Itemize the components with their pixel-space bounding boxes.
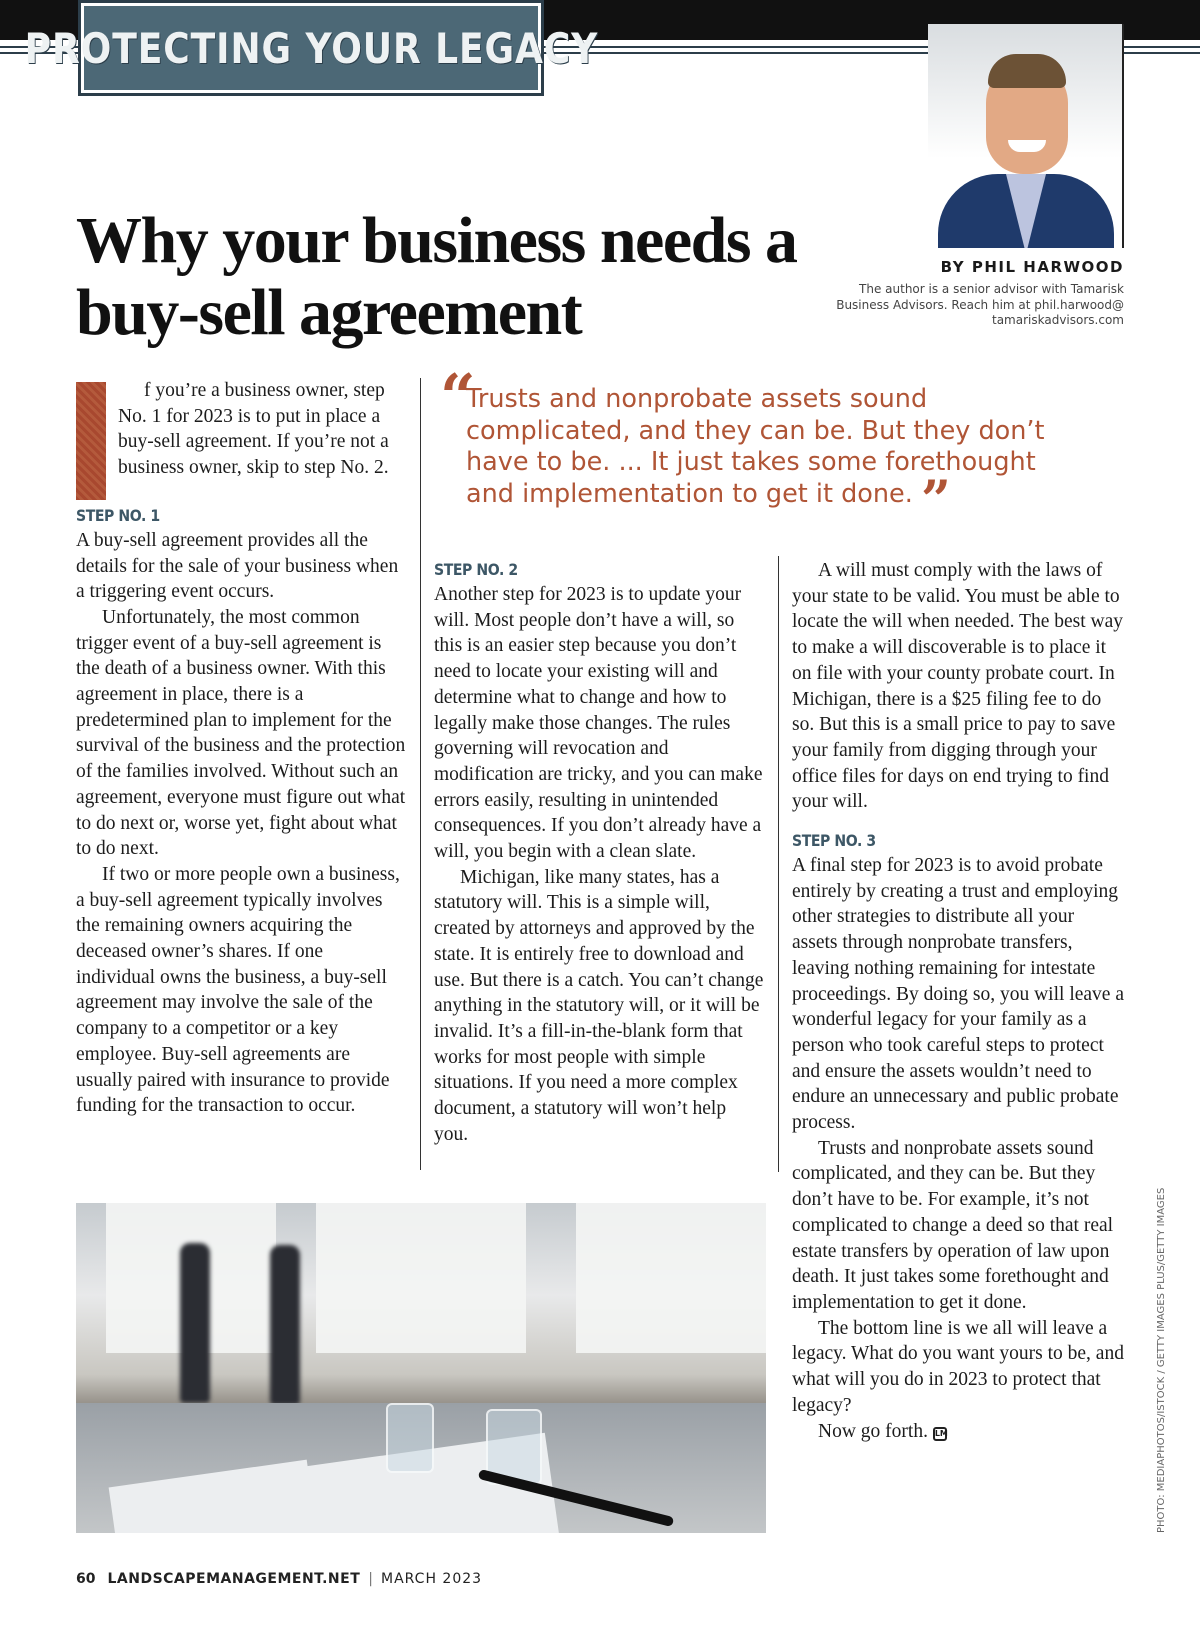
step-1-paragraph: A buy-sell agreement provides all the details for the sale of your business when a triggering event occurs. [76, 529, 399, 603]
page-number: 60 [76, 1571, 96, 1587]
step-2-paragraph: Another step for 2023 is to update your will. Most people don’t have a will, so this is an easier step because you don’t need to locate your existing will and determine what to change and how to legally make those changes. The rules governing will revocation and modification are tricky, and you can make errors easily, resulting in unintended consequences. If you don’t already have a will, you begin with a clean slate. [434, 584, 763, 863]
close-quote-mark: ” [920, 469, 951, 531]
pull-quote [434, 384, 1084, 531]
step-3-paragraph: The bottom line is we all will leave a legacy. What do you want yours to be, and what will you do in 2023 to protect that legacy? [792, 1317, 1124, 1416]
pull-quote-text: Trusts and nonprobate assets sound complicated, and they can be. But they don’t have to be. ... It just takes some forethought and implementation to get it done. [466, 384, 1045, 509]
end-mark-icon: LM [933, 1427, 947, 1441]
column-2 [434, 558, 764, 1147]
column-3 [792, 558, 1124, 1444]
author-bio: The author is a senior advisor with Tamarisk Business Advisors. Reach him at phil.harwood@ tamariskadvisors.com [836, 282, 1124, 327]
page-footer [76, 1571, 482, 1587]
step-3-closing [792, 1419, 1124, 1445]
author-photo [928, 24, 1124, 248]
column-rule-2 [778, 556, 779, 1172]
photo-credit: PHOTO: MEDIAPHOTOS/ISTOCK / GETTY IMAGES PLUS/GETTY IMAGES [1156, 1187, 1167, 1533]
site-name: LANDSCAPEMANAGEMENT.NET [107, 1571, 361, 1587]
intro [76, 378, 406, 481]
step-3-heading: STEP NO. 3 [792, 831, 876, 851]
open-quote-mark: “ [440, 360, 476, 433]
step-1-paragraph: If two or more people own a business, a buy-sell agreement typically involves the remaining owners acquiring the deceased owner’s shares. If one individual owns the business, a buy-sell agreement may involve the sale of the company to a competitor or a key employee. Buy-sell agreements are usually paired with insurance to provide funding for the transaction to occur. [76, 863, 400, 1117]
section-tag-label: PROTECTING YOUR LEGACY [24, 23, 598, 73]
footer-separator: | [368, 1571, 373, 1587]
step-2-paragraph: Michigan, like many states, has a statutory will. This is a simple will, created by attorneys and approved by the state. It is entirely free to download and use. But there is a catch. You can’t change anything in the statutory will, or it will be invalid. It’s a fill-in-the-blank form that works for most people with simple situations. If you need a more complex document, a statutory will won’t help you. [434, 866, 764, 1145]
column-rule-1 [420, 378, 421, 1170]
step-1-paragraph: Unfortunately, the most common trigger event of a buy-sell agreement is the death of a business owner. With this agreement in place, there is a predetermined plan to implement for the survival of the business and the protection of the families involved. Without such an agreement, everyone must figure out what to do next or, worse yet, fight about what to do next. [76, 606, 406, 860]
section-tag [24, 0, 598, 96]
step-3-paragraph: Trusts and nonprobate assets sound complicated, and they can be. But they don’t have to be. For example, it’s not complicated to change a deed so that real estate transfers by operation of law upon death. It just takes some forethought and implementation to get it done. [792, 1137, 1114, 1313]
article-headline: Why your business needs a buy-sell agreement [76, 204, 797, 349]
column-1 [76, 378, 406, 1119]
step-3-paragraph: A final step for 2023 is to avoid probate entirely by creating a trust and employing other strategies to distribute all your assets through nonprobate transfers, leaving nothing remaining for intestate proceedings. By doing so, you will leave a wonderful legacy for your family as a person who took careful steps to protect and ensure the assets wouldn’t need to endure an unnecessary and public probate process. [792, 855, 1124, 1134]
step-2-heading: STEP NO. 2 [434, 560, 518, 579]
intro-text: f you’re a business owner, step No. 1 for 2023 is to put in place a buy-sell agreement. If you’re not a business owner, skip to step No. 2. [118, 380, 389, 479]
handshake-photo [76, 1203, 766, 1533]
byline: BY PHIL HARWOOD [940, 258, 1124, 276]
issue-date: MARCH 2023 [380, 1571, 483, 1587]
column-3-lead-paragraph: A will must comply with the laws of your state to be valid. You must be able to locate the will when needed. The best way to make a will discoverable is to place it on file with your county probate court. In Michigan, there is a $25 filing fee to do so. But this is a small price to pay to save your family from digging through your office files for days on end trying to find your will. [792, 560, 1124, 813]
step-1-heading: STEP NO. 1 [76, 505, 160, 525]
closing-text: Now go forth. [818, 1420, 928, 1442]
drop-cap [76, 382, 106, 500]
